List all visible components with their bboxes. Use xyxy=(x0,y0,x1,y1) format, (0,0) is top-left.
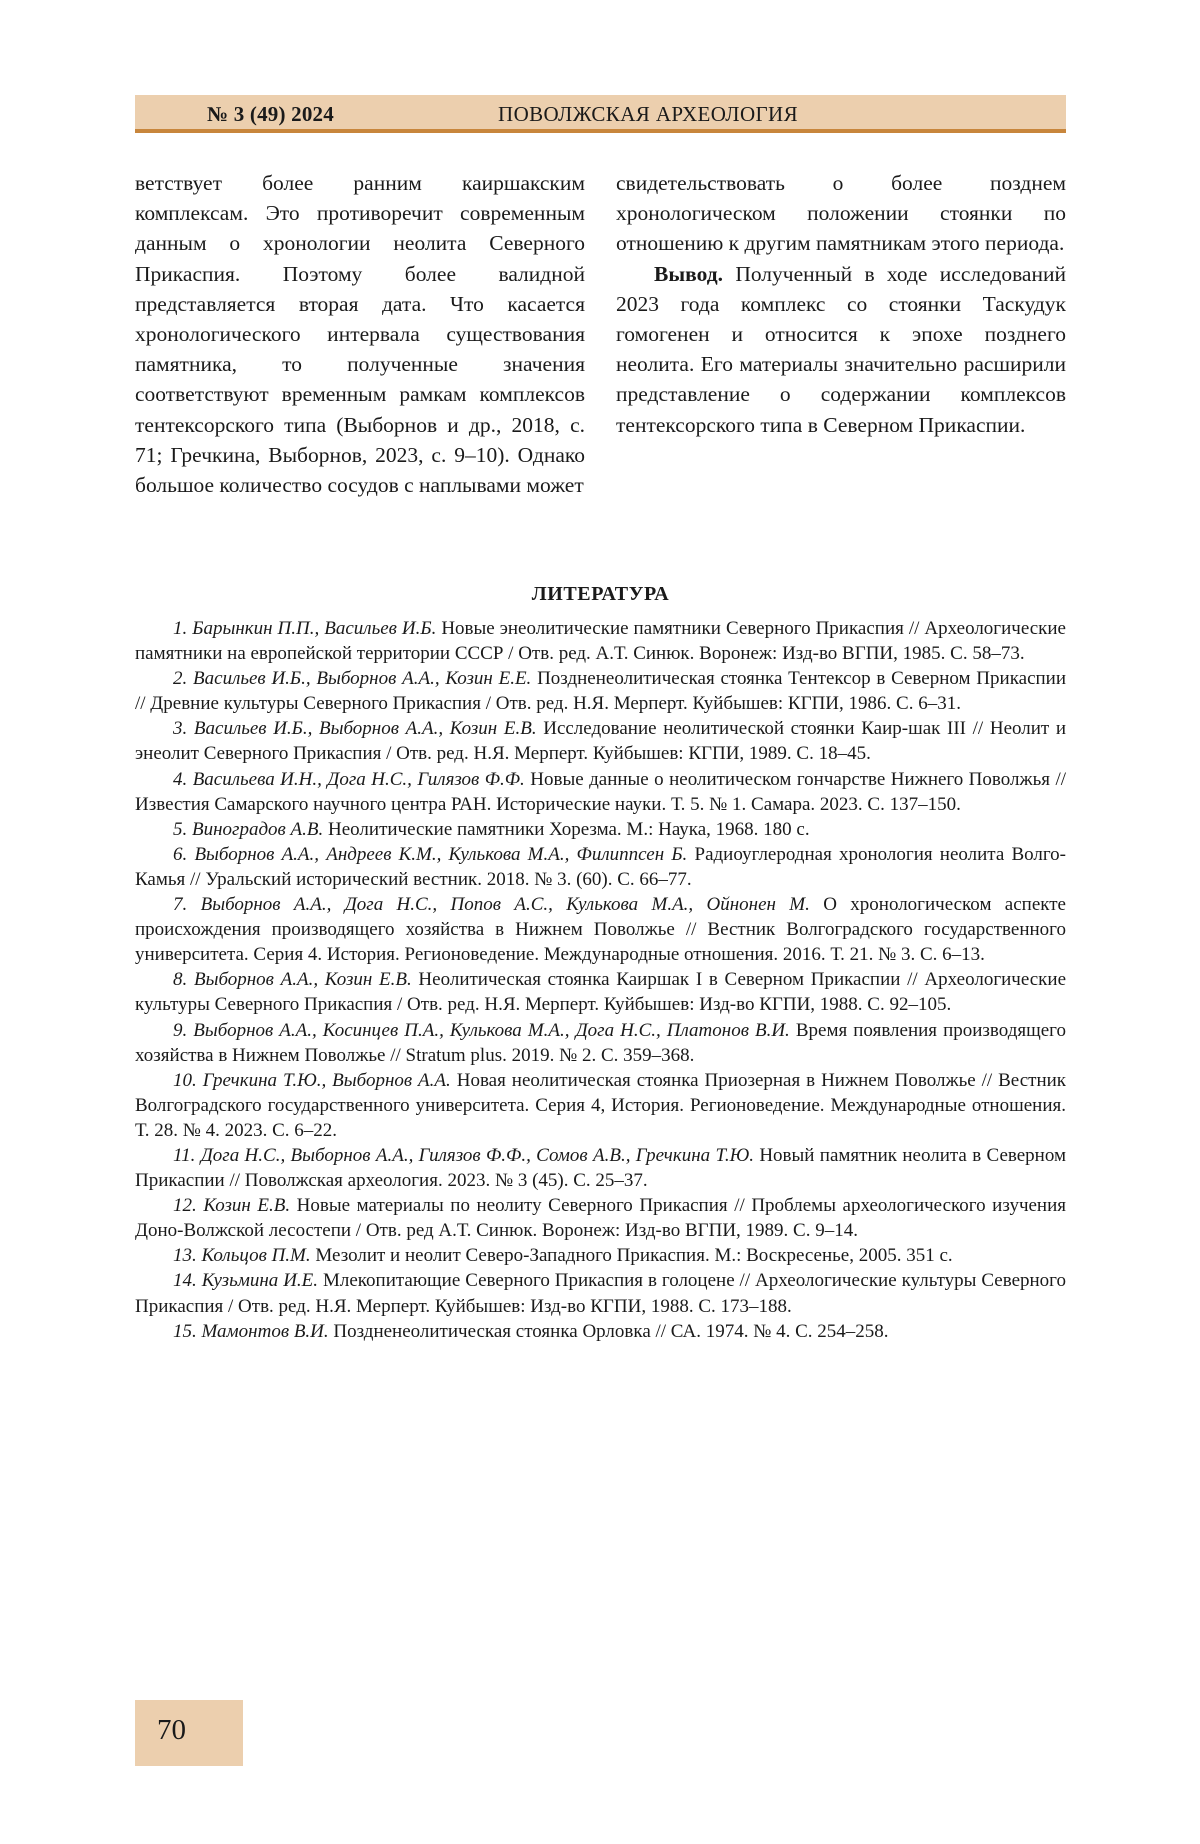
entry-authors: Выборнов А.А., Дога Н.С., Попов А.С., Кулькова М.А., Ойнонен М. xyxy=(200,894,810,916)
entry-text: Новая неолитическая стоянка Приозерная в Нижнем Поволжье // Вестник Волгоградского государственного университета. Серия 4, История. Регионоведение. Международные отношения. Т. 28. № 4. 2023. С. 6–22. xyxy=(135,1069,1067,1141)
bibliography-entry xyxy=(135,892,1066,967)
conclusion-label: Вывод. xyxy=(654,261,723,286)
entry-number: 9. xyxy=(173,1019,188,1041)
entry-text: Неолитические памятники Хорезма. М.: Наука, 1968. 180 с. xyxy=(323,818,810,840)
entry-authors: Выборнов А.А., Козин Е.В. xyxy=(193,969,412,991)
bibliography-entry xyxy=(135,817,1066,842)
entry-text: Новые материалы по неолиту Северного Прикаспия // Проблемы археологического изучения Доно-Волжской лесостепи / Отв. ред А.Т. Синюк. Воронеж: Изд-во ВГПИ, 1989. С. 9–14. xyxy=(135,1195,1067,1242)
bibliography-entry xyxy=(135,1268,1066,1318)
entry-number: 3. xyxy=(173,718,188,740)
entry-text: Новый памятник неолита в Северном Прикаспии // Поволжская археология. 2023. № 3 (45). С. 25–37. xyxy=(135,1144,1066,1192)
entry-authors: Васильев И.Б., Выборнов А.А., Козин Е.В. xyxy=(193,718,537,740)
entry-authors: Барынкин П.П., Васильев И.Б. xyxy=(192,618,437,639)
entry-number: 10. xyxy=(173,1069,197,1091)
bibliography-entry xyxy=(135,1068,1066,1143)
entry-number: 13. xyxy=(173,1245,197,1267)
entry-number: 2. xyxy=(173,668,188,690)
entry-number: 12. xyxy=(173,1195,197,1217)
left-column xyxy=(135,168,585,500)
bibliography-entry xyxy=(135,716,1066,766)
entry-text: Исследование неолитической стоянки Каир-шак III // Неолит и энеолит Северного Прикаспия / Отв. ред. Н.Я. Мерперт. Куйбышев: КГПИ, 1989. С. 18–45. xyxy=(135,718,1067,765)
entry-number: 4. xyxy=(173,768,188,790)
bibliography-entry xyxy=(135,842,1066,892)
bibliography-entry xyxy=(135,1319,1066,1344)
entry-authors: Мамонтов В.И. xyxy=(201,1320,329,1342)
entry-authors: Выборнов А.А., Косинцев П.А., Кулькова М.А., Дога Н.С., Платонов В.И. xyxy=(193,1019,790,1041)
entry-authors: Кольцов П.М. xyxy=(201,1245,311,1267)
bibliography-entry xyxy=(135,1193,1066,1243)
entry-text: О хронологическом аспекте происхождения производящего хозяйства в Нижнем Поволжье // Вестник Волгоградского государственного университета. Серия 4. История. Регионоведение. Международные отношения. 2016. Т. 21. № 3. С. 6–13. xyxy=(135,894,1066,966)
bibliography-entry xyxy=(135,666,1066,716)
conclusion-text: Полученный в ходе исследований 2023 года комплекс со стоянки Таскудук гомогенен и относится к эпохе позднего неолита. Его материалы значительно расширили представление о содержании комплексов тентексорского типа в Северном Прикаспии. xyxy=(616,261,1066,437)
entry-authors: Кузьмина И.Е. xyxy=(201,1270,319,1292)
page-number-box xyxy=(135,1700,243,1766)
bibliography-entry xyxy=(135,616,1066,666)
conclusion-paragraph xyxy=(616,259,1066,440)
entry-text: Млекопитающие Северного Прикаспия в голоцене // Археологические культуры Северного Прикаспия / Отв. ред. Н.Я. Мерперт. Куйбышев: Изд-во КГПИ, 1988. С. 173–188. xyxy=(135,1270,1066,1317)
entry-text: Неолитическая стоянка Каиршак I в Северном Прикаспии // Археологические культуры Северного Прикаспия / Отв. ред. Н.Я. Мерперт. Куйбышев: Изд-во КГПИ, 1988. С. 92–105. xyxy=(135,969,1067,1016)
page-number: 70 xyxy=(157,1714,186,1746)
journal-title: ПОВОЛЖСКАЯ АРХЕОЛОГИЯ xyxy=(498,102,799,126)
body-text xyxy=(135,168,1066,560)
entry-number: 7. xyxy=(173,894,188,916)
entry-number: 11. xyxy=(173,1144,196,1166)
entry-authors: Виноградов А.В. xyxy=(192,818,324,840)
bibliography-list xyxy=(135,616,1066,1344)
entry-number: 14. xyxy=(173,1270,197,1292)
entry-authors: Васильева И.Н., Дога Н.С., Гилязов Ф.Ф. xyxy=(192,768,525,790)
entry-number: 15. xyxy=(173,1320,197,1342)
entry-text: Время появления производящего хозяйства в Нижнем Поволжье // Stratum plus. 2019. № 2. С. 359–368. xyxy=(135,1019,1066,1066)
entry-text: Новые энеолитические памятники Северного Прикаспия // Археологические памятники на европейской территории СССР / Отв. ред. А.Т. Синюк. Воронеж: Изд-во ВГПИ, 1985. С. 58–73. xyxy=(135,618,1066,665)
right-column xyxy=(616,168,1066,440)
entry-number: 5. xyxy=(173,818,188,840)
entry-text: Мезолит и неолит Северо-Западного Прикаспия. М.: Воскресенье, 2005. 351 с. xyxy=(310,1245,953,1267)
bibliography-entry xyxy=(135,767,1066,817)
bibliography-entry xyxy=(135,967,1066,1017)
bibliography-entry xyxy=(135,1143,1066,1193)
entry-authors: Гречкина Т.Ю., Выборнов А.А. xyxy=(202,1069,451,1091)
entry-authors: Дога Н.С., Выборнов А.А., Гилязов Ф.Ф., Сомов А.В., Гречкина Т.Ю. xyxy=(200,1144,754,1166)
entry-number: 1. xyxy=(173,618,188,639)
entry-authors: Васильев И.Б., Выборнов А.А., Козин Е.Е. xyxy=(193,668,532,690)
bibliography-title: ЛИТЕРАТУРА xyxy=(531,583,670,605)
left-column-paragraph: ветствует более ранним каиршакским комплексам. Это противоречит современным данным о хронологии неолита Северного Прикаспия. Поэтому более валидной представляется вторая дата. Что касается хронологического интервала существования памятника, то полученные значения соответствуют временным рамкам комплексов тентексорского типа (Выборнов и др., 2018, с. 71; Гречкина, Выборнов, 2023, с. 9–10). Однако большое количество сосудов с наплывами может xyxy=(135,171,585,498)
entry-text: Новые данные о неолитическом гончарстве Нижнего Поволжья // Известия Самарского научного центра РАН. Исторические науки. Т. 5. № 1. Самара. 2023. С. 137–150. xyxy=(135,768,1067,815)
entry-authors: Выборнов А.А., Андреев К.М., Кулькова М.А., Филиппсен Б. xyxy=(194,843,688,865)
entry-number: 8. xyxy=(173,969,188,991)
entry-text: Радиоуглеродная хронология неолита Волго-Камья // Уральский исторический вестник. 2018. № 3. (60). С. 66–77. xyxy=(135,843,1066,890)
running-header xyxy=(135,95,1066,133)
bibliography-entry xyxy=(135,1018,1066,1068)
entry-text: Поздненеолитическая стоянка Тентексор в Северном Прикаспии // Древние культуры Северного Прикаспия / Отв. ред. Н.Я. Мерперт. Куйбышев: КГПИ, 1986. С. 6–31. xyxy=(135,668,1067,715)
issue-number: № 3 (49) 2024 xyxy=(207,102,334,126)
entry-text: Поздненеолитическая стоянка Орловка // СА. 1974. № 4. С. 254–258. xyxy=(328,1320,889,1342)
entry-number: 6. xyxy=(173,843,188,865)
right-column-paragraph: свидетельствовать о более позднем хронологическом положении стоянки по отношению к другим памятникам этого периода. xyxy=(616,171,1066,256)
bibliography-entry xyxy=(135,1243,1066,1268)
entry-authors: Козин Е.В. xyxy=(203,1195,291,1217)
